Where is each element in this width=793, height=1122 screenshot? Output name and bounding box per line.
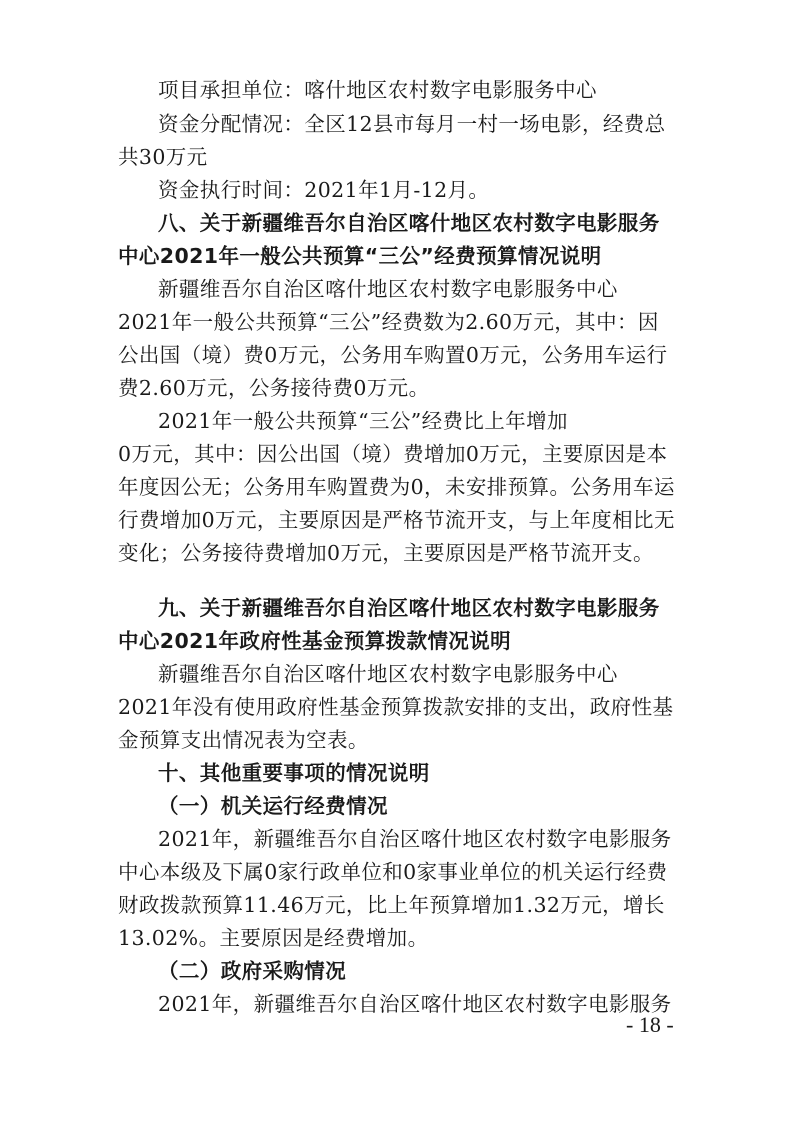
fund-allocation-line-cont: 共30万元 (118, 145, 208, 169)
section-8-heading-cont: 中心2021年一般公共预算“三公”经费预算情况说明 (118, 244, 602, 268)
paragraph-line: 2021年没有使用政府性基金预算拨款安排的支出，政府性基 (118, 695, 674, 719)
page-number: - 18 - (626, 1012, 674, 1037)
paragraph-line: 变化；公务接待费增加0万元，主要原因是严格节流开支。 (118, 541, 654, 565)
paragraph-line: 新疆维吾尔自治区喀什地区农村数字电影服务中心 (158, 277, 618, 301)
paragraph-line: 2021年，新疆维吾尔自治区喀什地区农村数字电影服务 (158, 992, 672, 1016)
section-10-heading: 十、其他重要事项的情况说明 (158, 761, 430, 785)
section-9-heading-cont: 中心2021年政府性基金预算拨款情况说明 (118, 629, 512, 653)
paragraph-line: 费2.60万元，公务接待费0万元。 (118, 376, 430, 400)
paragraph-line: 行费增加0万元，主要原因是严格节流开支，与上年度相比无 (118, 508, 675, 532)
section-9-heading: 九、关于新疆维吾尔自治区喀什地区农村数字电影服务 (158, 596, 660, 620)
section-8-heading: 八、关于新疆维吾尔自治区喀什地区农村数字电影服务 (158, 211, 660, 235)
project-unit-line: 项目承担单位：喀什地区农村数字电影服务中心 (158, 78, 597, 102)
paragraph-line: 新疆维吾尔自治区喀什地区农村数字电影服务中心 (158, 662, 618, 686)
fund-execution-time-line: 资金执行时间：2021年1月-12月。 (158, 178, 490, 202)
subsection-2-heading: （二）政府采购情况 (158, 959, 347, 983)
subsection-1-heading: （一）机关运行经费情况 (158, 794, 388, 818)
fund-allocation-line: 资金分配情况：全区12县市每月一村一场电影，经费总 (158, 112, 666, 136)
paragraph-line: 金预算支出情况表为空表。 (118, 728, 369, 752)
paragraph-line: 2021年一般公共预算“三公”经费比上年增加 (158, 409, 568, 433)
paragraph-line: 年度因公无；公务用车购置费为0，未安排预算。公务用车运 (118, 475, 675, 499)
paragraph-line: 0万元，其中：因公出国（境）费增加0万元，主要原因是本 (118, 442, 668, 466)
paragraph-line: 2021年，新疆维吾尔自治区喀什地区农村数字电影服务 (158, 827, 672, 851)
paragraph-line: 13.02%。主要原因是经费增加。 (118, 926, 429, 950)
paragraph-line: 2021年一般公共预算“三公”经费数为2.60万元，其中：因 (118, 310, 659, 334)
paragraph-line: 公出国（境）费0万元，公务用车购置0万元，公务用车运行 (118, 343, 668, 367)
paragraph-line: 财政拨款预算11.46万元，比上年预算增加1.32万元，增长 (118, 893, 665, 917)
paragraph-line: 中心本级及下属0家行政单位和0家事业单位的机关运行经费 (118, 860, 668, 884)
